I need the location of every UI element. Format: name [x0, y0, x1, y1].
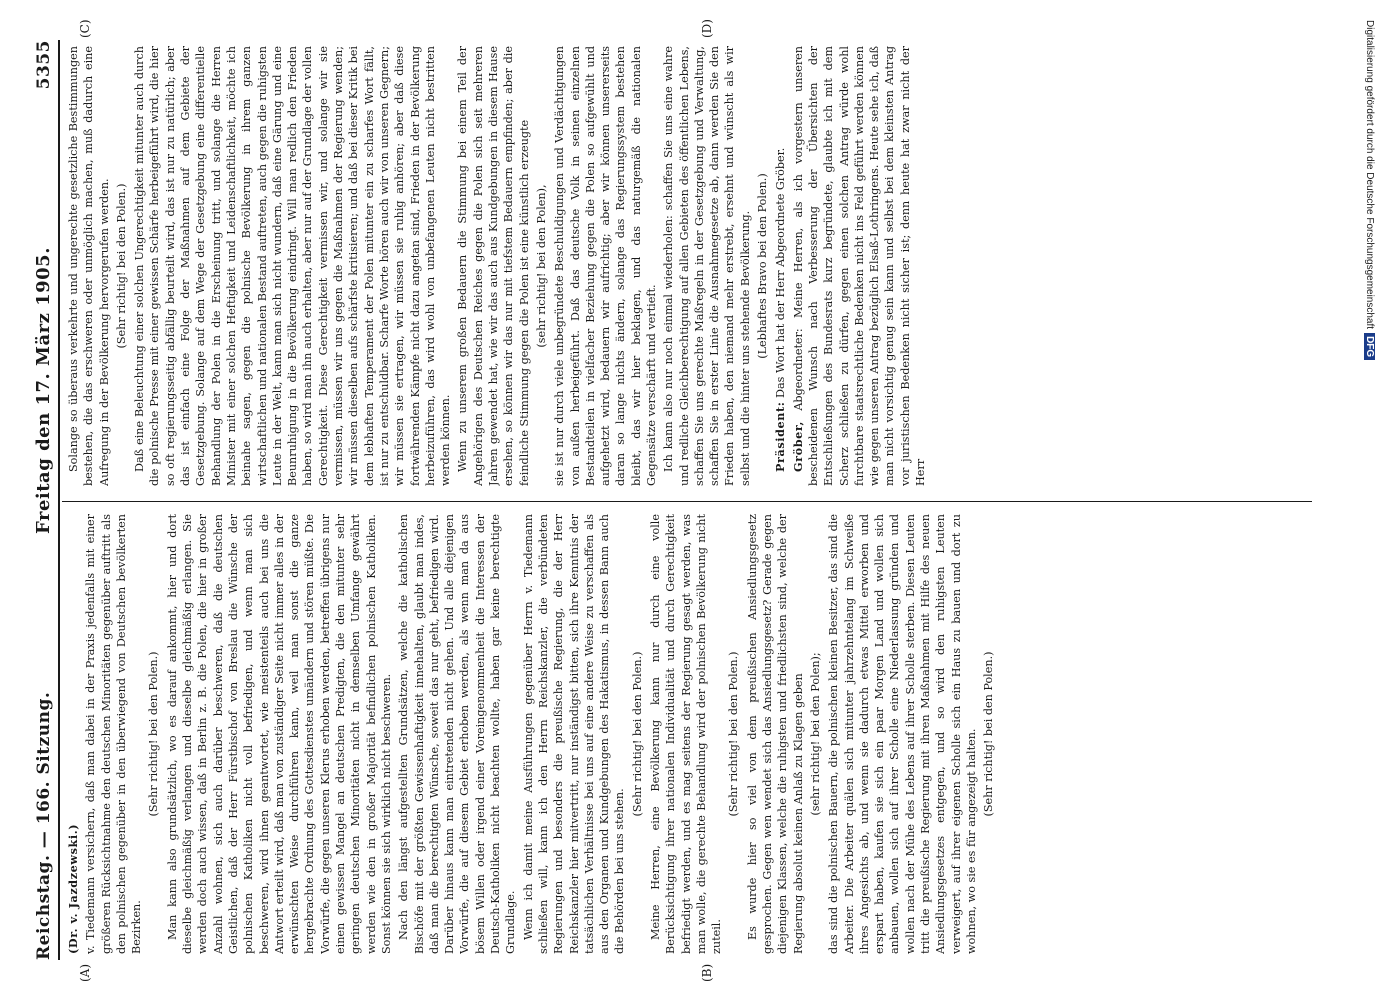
- interjection: (sehr richtig! bei den Polen),: [534, 184, 548, 348]
- speaker-role: Abgeordneter:: [791, 328, 805, 411]
- interjection: (Sehr richtig! bei den Polen.): [982, 651, 996, 817]
- paragraph: Wenn zu unserem großen Bedauern die Stimmung bei einem Teil der Angehörigen des Deutschen Reiches gegen die Polen sich seit mehreren Jahren gewendet hat, wie wir das auch aus Kundgebungen in diesem Hause ersehen, so können wir das nur mit tiefstem Bedauern empfinden; aber die feindliche Stimmung gegen die Polen ist eine künstlich erzeugte: [456, 46, 531, 486]
- interjection: (Sehr richtig! bei den Polen.): [727, 651, 741, 817]
- paragraph: Es wurde hier so viel von dem preußischen Ansiedlungsgesetz gesprochen. Gegen wen wendet sich das Ansiedlungsgesetz? Gerade gegen diejenigen Klassen, welche die ruhigsten und friedlichsten sind, welche der Regierung absolut keinen Anlaß zu Klagen geben: [745, 514, 805, 954]
- header-page-number: 5355: [34, 40, 54, 90]
- interjection: (Lebhaftes Bravo bei den Polen.): [756, 173, 770, 359]
- interjection: (Sehr richtig! bei den Polen.): [630, 651, 644, 817]
- paragraph: Meine Herren, eine Bevölkerung kann nur durch eine volle Berücksichtigung ihrer nationalen Individualität und durch Gerechtigkeit befriedigt werden, und es mag seitens der Regierung gesagt werden, was man wolle, die gerechte Behandlung wird der polnischen Bevölkerung nicht zuteil.: [648, 514, 724, 954]
- dfg-logo: DFG: [1364, 333, 1375, 360]
- header-session: Reichstag. — 166. Sitzung.: [34, 691, 54, 960]
- margin-marker-a: (A): [78, 963, 92, 982]
- margin-marker-b: (B): [700, 963, 714, 982]
- paragraph: Ich kann also nur noch einmal wiederholen: schaffen Sie uns eine wahre und redliche Gleichberechtigung auf allen Gebieten des öffentlichen Lebens, schaffen Sie uns gerechte Maßregeln in der Gesetzgebung und Verwaltung, schaffen Sie in erster Linie die Ausnahmegesetze ab, dann werden Sie den Frieden haben, den niemand mehr erstrebt, ersehnt und wünscht als wir selbst und die hinter uns stehende Bevölkerung.: [662, 46, 752, 486]
- header-rule: [58, 40, 60, 960]
- digitization-credit: [1362, 20, 1376, 980]
- president-remark: [773, 46, 788, 486]
- president-text: Das Wort hat der Herr Abgeordnete Gröber.: [774, 147, 788, 398]
- speaker-paragraph: [791, 46, 929, 486]
- paragraph-text: Meine Herren, als ich vorgestern unseren bescheidenen Wunsch nach Verbesserung der Übersichten der Entschließungen des Bundesrats kurz begründete, glaubte ich mit dem Scherz schließen zu dürfen, gegen einen solchen Antrag würde wohl furchtbare staatsrechtliche Bedenken nicht ins Feld geführt werden können wie gegen unseren Antrag bezüglich Elsaß-Lothringens. Heute sehe ich, daß man nicht vorsichtig genug sein kann und selbst bei dem kleinsten Antrag vor juristischen Bedenken nicht sicher ist; denn heute hat zwar nicht der Herr: [791, 46, 928, 486]
- paragraph: Nach den längst aufgestellten Grundsätzen, welche die katholischen Bischöfe mit der größten Gewissenhaftigkeit innehalten, glaubt man indes, daß man die berechtigten Wünsche, soweit das nur geht, befriedigen wird. Darüber hinaus kann man eintretenden nicht gehen. Und alle diejenigen Vorwürfe, die auf diesem Gebiet erhoben werden, als wenn man da aus bösem Willen oder irgend einer Voreingenommenheit die Interessen der Deutsch-Katholiken nicht beachten wollte, haben gar keine berechtigte Grundlage.: [397, 514, 518, 954]
- paragraph: Daß eine Beleuchtung einer solchen Ungerechtigkeit mitunter auch durch die polnische Presse mit einer gewissen Schärfe herbeigeführt wird, die hier so oft regierungsseitig abfällig beurteilt wird, das ist nur zu natürlich; aber das ist einfach eine Folge der Maßnahmen auf dem Gebiete der Gesetzgebung. Solange auf dem Wege der Gesetzgebung eine differentielle Behandlung der Polen in die Erscheinung tritt, und solange die Herren Minister mit einer solchen Heftigkeit und Leidenschaftlichkeit, möchte ich beinahe sagen, gegen die polnische Bevölkerung in ihrem ganzen wirtschaftlichen und nationalen Bestand auftreten, auch gegen die ruhigsten Leute in der Welt, kann man sich nicht wundern, daß eine Gärung und eine Beunruhigung in die Bevölkerung eindringt. Will man redlich den Frieden haben, so wird man ihn auch erhalten, aber nur auf der Grundlage der vollen Gerechtigkeit. Diese Gerechtigkeit vermissen wir, und solange wir sie vermissen, müssen wir uns gegen die Maßnahmen der Regierung wenden; wir müssen dieselben aufs schärfste kritisieren; und daß bei dieser Kritik bei dem lebhaften Temperament der Polen mitunter ein zu scharfes Wort fällt, ist nur zu entschuldbar. Scharfe Worte hören auch wir von unseren Gegnern; wir müssen sie ertragen, wir müssen sie ruhig anhören; aber daß diese fortwährenden Kämpfe nicht dazu angetan sind, Frieden in der Bevölkerung herbeizuführen, das wird wohl von unbefangenen Leuten nicht bestritten werden können.: [133, 46, 453, 486]
- left-column: [66, 514, 1306, 954]
- interjection: (Sehr richtig! bei den Polen.): [147, 651, 161, 817]
- speaker-name: Gröber,: [790, 420, 805, 472]
- right-column: [66, 46, 1306, 486]
- page-header: [18, 40, 54, 960]
- paragraph: Man kann also grundsätzlich, wo es darauf ankommt, hier und dort dieselbe gleichmäßig verlangen und dieselbe gleichmäßig erlangen. Sie werden doch auch wissen, daß in Berlin z. B. die Polen, die hier in großer Anzahl wohnen, sich auch darüber beschweren, daß die deutschen Geistlichen, daß der Herr Fürstbischof von Breslau die Wünsche der polnischen Katholiken nicht voll befriedigen, und wenn man sich beschweren, wird ihnen geantwortet, wie meistenteils auch bei uns die Antwort erteilt wird, daß man von zuständiger Seite nicht immer alles in der erwünschten Weise durchführen kann, weil man sonst die ganze hergebrachte Ordnung des Gottesdienstes umändern und stören müßte. Die Vorwürfe, die gegen unseren Klerus erhoben werden, betreffen übrigens nur einen gewissen Mangel an deutschen Predigten, die den mitunter sehr geringen deutschen Minoritäten nicht in demselben Umfange gewährt werden wie den in großer Majorität befindlichen polnischen Katholiken. Sonst können sie sich wirklich nicht beschweren.: [165, 514, 393, 954]
- header-date: Freitag den 17. März 1905.: [33, 247, 54, 534]
- president-label: Präsident:: [773, 401, 788, 472]
- paragraph: Wenn ich damit meine Ausführungen gegenüber Herrn v. Tiedemann schließen will, kann ich den Herrn Reichskanzler, die verbündeten Regierungen und besonders die preußische Regierung, die der Herr Reichskanzler hier mitvertritt, nur inständigst bitten, sich ihre Kenntnis der tatsächlichen Verhältnisse bei uns auf eine andere Weise zu verschaffen als aus den Organen und Kundgebungen des Hakatismus, in dessen Bann auch die Behörden bei uns stehen.: [521, 514, 627, 954]
- credit-text: Digitalisierung gefördert durch die Deutsche Forschungsgemeinschaft: [1364, 20, 1375, 330]
- speaker-heading: (Dr. v. Jazdzewski.): [66, 823, 80, 954]
- paragraph: Solange so überaus verkehrte und ungerechte gesetzliche Bestimmungen bestehen, die das erschweren oder unmöglich machen, muß dadurch eine Aufregung in der Bevölkerung hervorgerufen werden.: [67, 46, 111, 486]
- margin-marker-d: (D): [700, 19, 714, 38]
- paragraph: sie ist nur durch viele unbegründete Beschuldigungen und Verdächtigungen von außen herbeigeführt. Daß das deutsche Volk in seinen einzelnen Bestandteilen in vielfacher Beziehung gegen die Polen so aufgewühlt und aufgehetzt wird, bedauern wir aufrichtig; aber wir können unsererseits daran so lange nichts ändern, solange das Regierungssystem bestehen bleibt, das wir hier beklagen, und das naturgemäß die nationalen Gegensätze verschärft und vertieft.: [553, 46, 658, 486]
- column-divider: [62, 501, 1312, 502]
- interjection: (Sehr richtig! bei den Polen.): [114, 183, 128, 349]
- paragraph: v. Tiedemann versichern, daß man dabei in der Praxis jedenfalls mit einer größeren Rücksichtnahme den deutschen Minoritäten gegenüber auftritt als den polnischen gegenüber in den überwiegend von Deutschen bevölkerten Bezirken.: [84, 514, 144, 954]
- margin-marker-c: (C): [78, 19, 92, 38]
- paragraph: das sind die polnischen Bauern, die polnischen kleinen Besitzer, das sind die Arbeiter. Die Arbeiter quälen sich mitunter jahrzehntelang im Schweiße ihres Angesichts ab, und wenn sie dadurch etwas Mittel erworben und erspart haben, kaufen sie sich ein paar Morgen Land und wollen sich anbauen, wollen sich auf ihrer Scholle eine Niederlassung gründen und wollen nach der Mühe des Lebens auf ihrer Scholle sterben. Diesen Leuten tritt die preußische Regierung mit ihren Maßnahmen mit Hilfe des neuen Ansiedlungsgesetzes entgegen, und so wird den ruhigsten Leuten verweigert, auf ihrer eigenen Scholle sich ein Haus zu bauen und dort zu wohnen, wo sie es für angezeigt halten.: [827, 514, 978, 954]
- interjection: (sehr richtig! bei den Polen);: [808, 652, 822, 816]
